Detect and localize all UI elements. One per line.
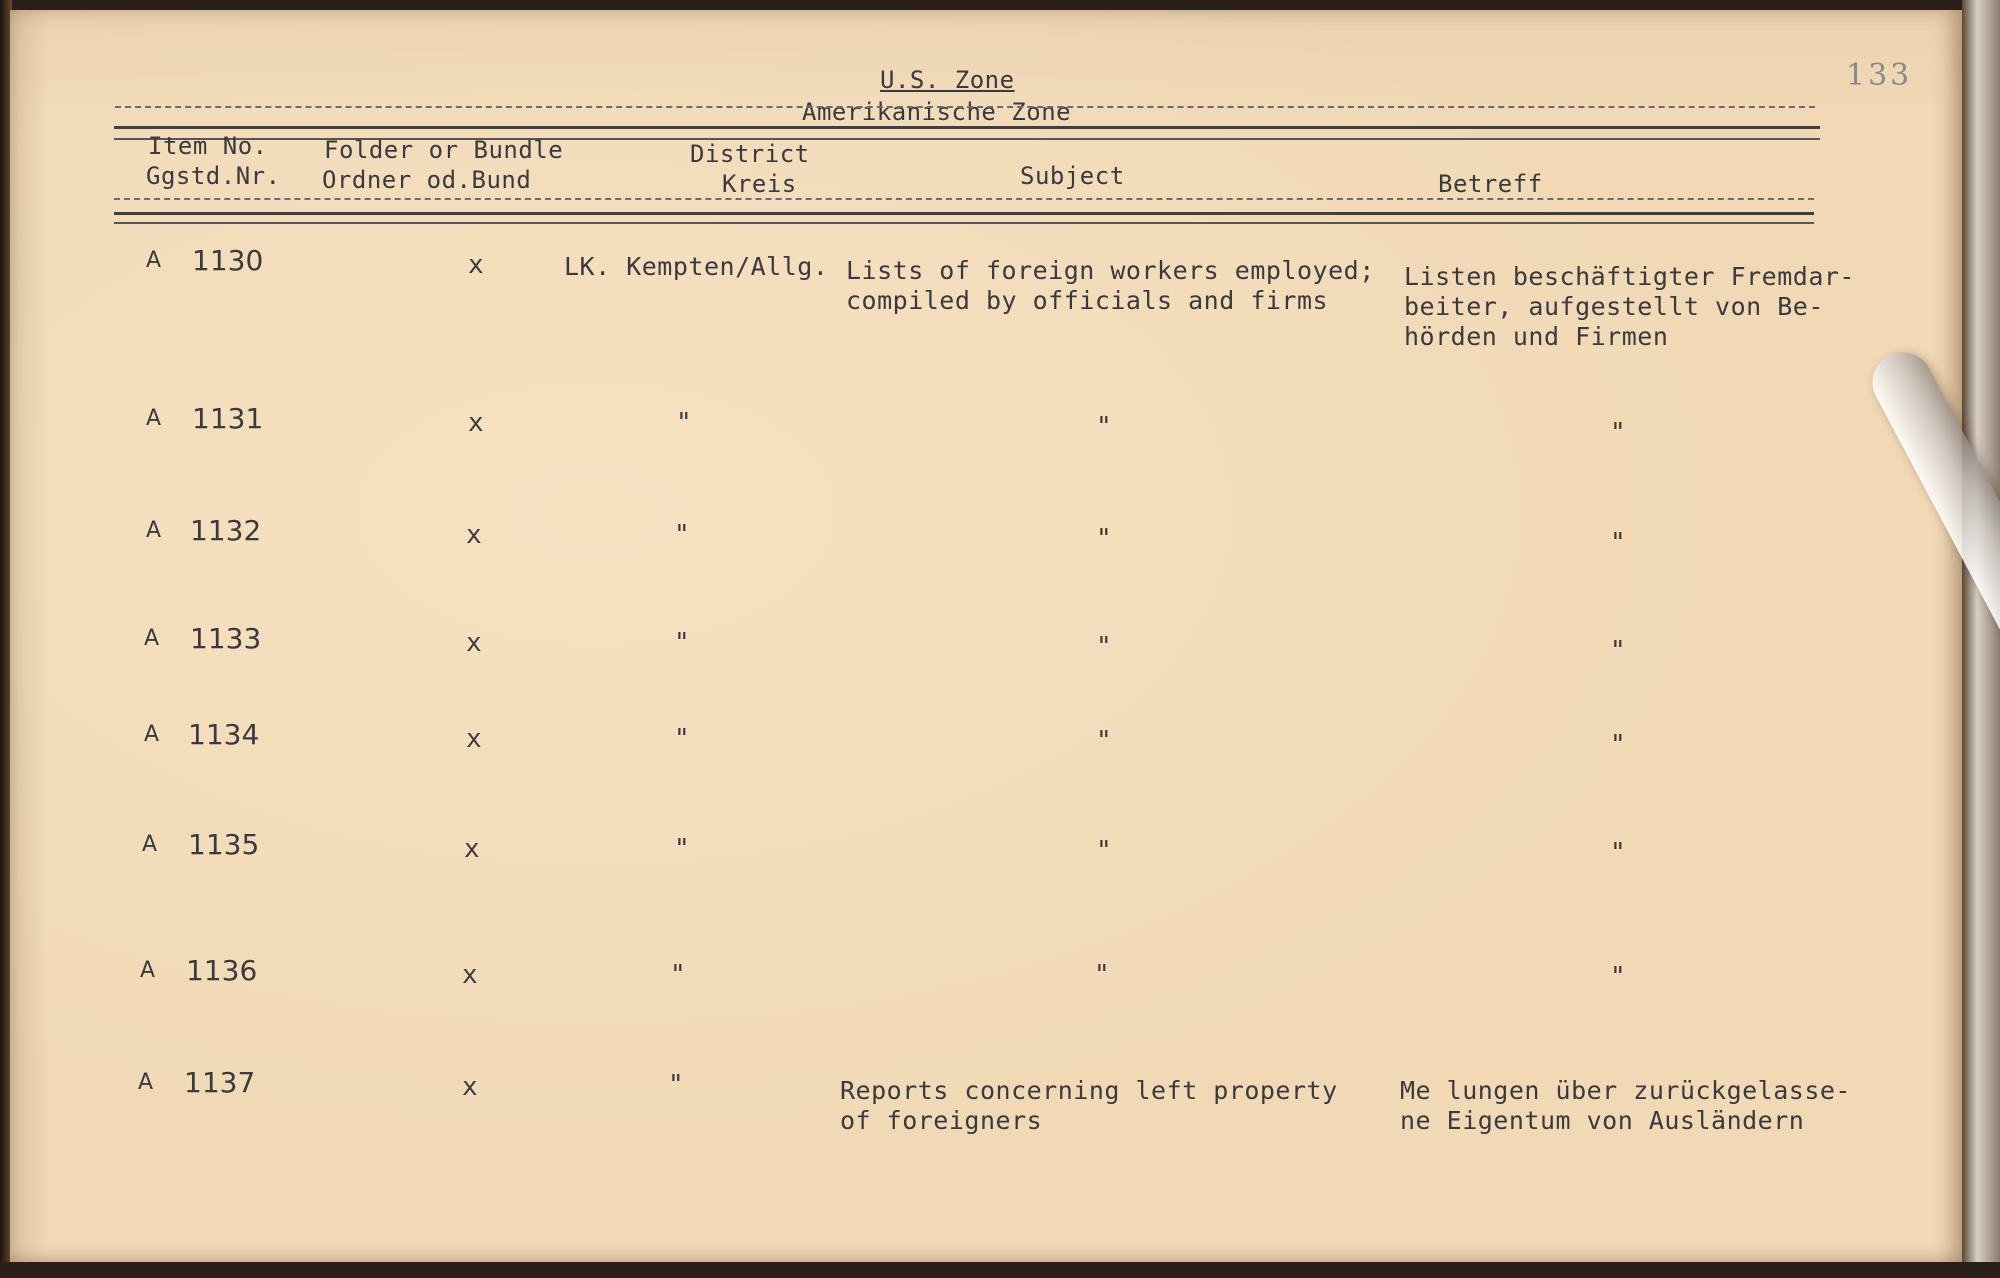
folder-mark: x [468,250,485,280]
folder-mark: x [466,724,483,754]
book-right-edge [1962,0,2000,1278]
subject-ditto: " [1096,836,1113,866]
district-ditto: " [674,724,691,754]
item-number: 1137 [184,1066,256,1099]
header-district-de: Kreis [722,170,797,198]
header-district-en: District [690,140,810,168]
header-bottom-rule [114,212,1814,215]
folder-mark: x [462,960,479,990]
betreff-ditto: " [1610,418,1627,448]
district-ditto: " [668,1070,685,1100]
item-number: 1132 [190,514,262,547]
item-prefix: A [140,958,156,983]
folder-mark: x [464,834,481,864]
folder-mark: x [468,408,485,438]
folder-mark: x [466,520,483,550]
item-number: 1136 [186,954,258,987]
item-prefix: A [146,518,162,543]
folder-mark: x [466,628,483,658]
district-ditto: " [674,628,691,658]
district-ditto: " [674,520,691,550]
district-cell: LK. Kempten/Allg. [564,252,829,281]
subject-line-1: Reports concerning left property [840,1076,1338,1105]
subject-line-2: of foreigners [840,1106,1043,1135]
item-prefix: A [146,248,162,273]
zone-title-de: Amerikanische Zone [802,98,1072,126]
header-subject: Subject [1020,162,1125,190]
header-top-rule [114,126,1820,129]
dashed-rule-header [114,198,1814,200]
betreff-line-2: ne Eigentum von Ausländern [1400,1106,1805,1135]
book-bottom-edge [0,1262,2000,1278]
header-folder-de: Ordner od.Bund [322,166,532,194]
subject-ditto: " [1096,726,1113,756]
item-prefix: A [144,722,160,747]
betreff-ditto: " [1610,962,1627,992]
subject-line-2: compiled by officials and firms [846,286,1329,315]
item-number: 1130 [192,244,264,277]
betreff-line-1: Me lungen über zurückgelasse- [1400,1076,1851,1105]
header-item-en: Item No. [148,132,268,160]
subject-ditto: " [1096,412,1113,442]
item-number: 1131 [192,402,264,435]
header-item-de: Ggstd.Nr. [146,162,281,190]
zone-title-en: U.S. Zone [880,66,1015,94]
subject-ditto: " [1096,524,1113,554]
betreff-ditto: " [1610,636,1627,666]
header-folder-en: Folder or Bundle [324,136,564,164]
district-ditto: " [676,408,693,438]
document-page [10,10,1962,1268]
district-ditto: " [674,834,691,864]
subject-ditto: " [1096,632,1113,662]
betreff-ditto: " [1610,528,1627,558]
subject-ditto: " [1094,960,1111,990]
item-number: 1135 [188,828,260,861]
header-betreff: Betreff [1438,170,1543,198]
item-prefix: A [146,406,162,431]
item-number: 1134 [188,718,260,751]
item-prefix: A [138,1070,154,1095]
subject-line-1: Lists of foreign workers employed; [846,256,1375,285]
item-number: 1133 [190,622,262,655]
betreff-line-1: Listen beschäftigter Fremdar- [1404,262,1855,291]
folder-mark: x [462,1072,479,1102]
betreff-ditto: " [1610,730,1627,760]
header-bottom-rule-2 [114,222,1814,224]
betreff-line-2: beiter, aufgestellt von Be- [1404,292,1824,321]
district-ditto: " [670,960,687,990]
item-prefix: A [144,626,160,651]
item-prefix: A [142,832,158,857]
betreff-line-3: hörden und Firmen [1404,322,1669,351]
betreff-ditto: " [1610,838,1627,868]
dashed-rule-top [115,106,1815,108]
page-number: 133 [1846,58,1913,93]
